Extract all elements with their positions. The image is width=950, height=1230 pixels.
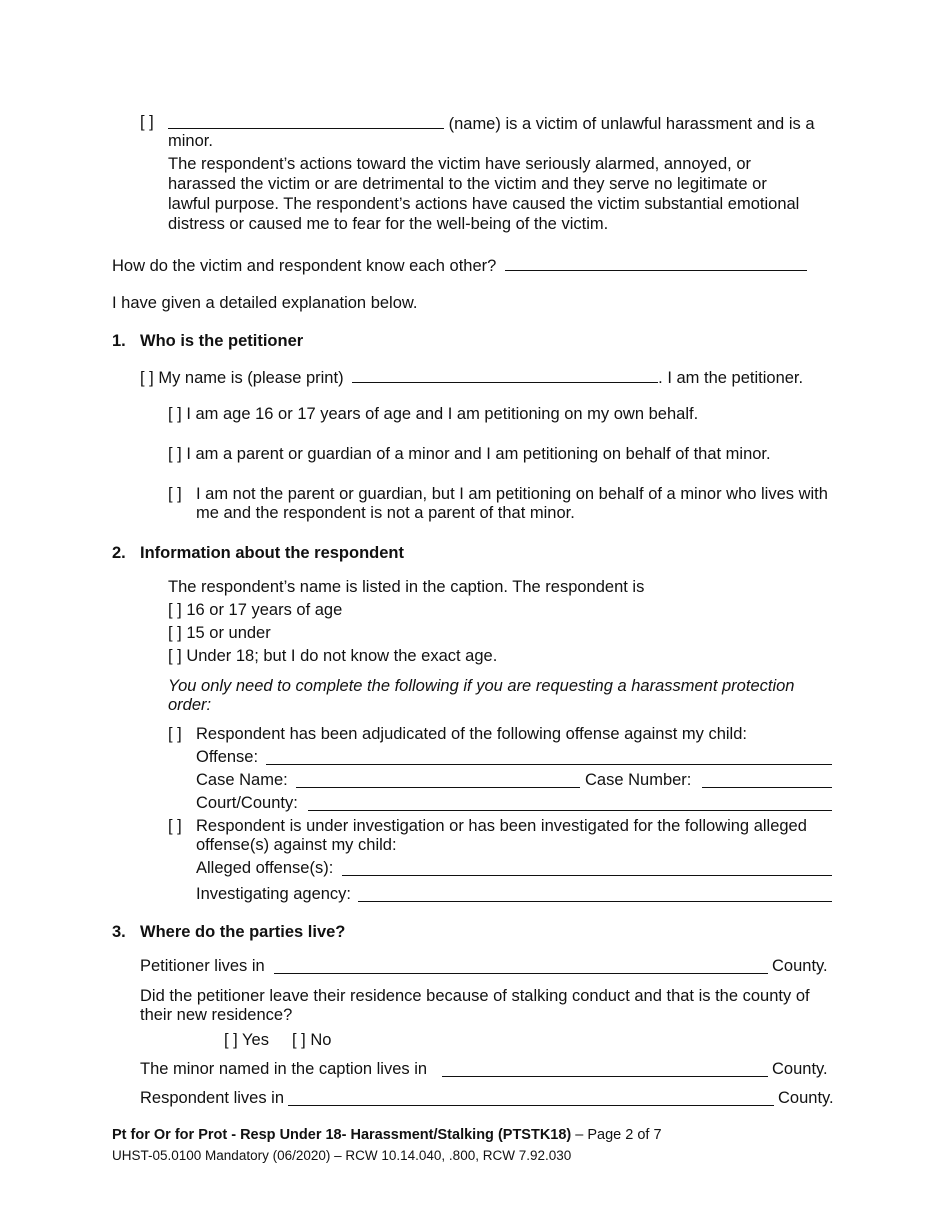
- investigating-agency-field[interactable]: [358, 901, 832, 902]
- respondent-lives-label: Respondent lives in: [140, 1089, 285, 1107]
- minor-county-suffix: County.: [772, 1060, 828, 1078]
- respondent-county-suffix: County.: [778, 1089, 834, 1107]
- offense-label: Offense:: [196, 748, 259, 766]
- footer-form-code: UHST-05.0100 Mandatory (06/2020) – RCW 10.14.040, .800, RCW 7.92.030: [112, 1148, 572, 1163]
- case-name-label: Case Name:: [196, 771, 288, 789]
- alleged-offense-field[interactable]: [342, 875, 832, 876]
- petitioner-lives-label: Petitioner lives in: [140, 957, 265, 975]
- victim-desc-3: lawful purpose. The respondent’s actions have caused the victim substantial emotional: [168, 195, 800, 213]
- investigation-text-2: offense(s) against my child:: [196, 836, 397, 854]
- respondent-intro: The respondent’s name is listed in the caption. The respondent is: [168, 578, 645, 596]
- victim-checkbox[interactable]: [ ]: [140, 113, 154, 131]
- stalking-question-2: their new residence?: [140, 1006, 293, 1024]
- victim-text-2: minor.: [168, 132, 213, 150]
- respondent-county-field[interactable]: [288, 1105, 774, 1106]
- victim-text-1: (name) is a victim of unlawful harassment and is a: [448, 115, 815, 133]
- petitioner-name-line: [140, 366, 803, 388]
- respondent-age-1[interactable]: [ ] 16 or 17 years of age: [168, 601, 343, 619]
- footer-form-title: Pt for Or for Prot - Resp Under 18- Harassment/Stalking (PTSTK18): [112, 1127, 572, 1143]
- petitioner-option-3-text-2: me and the respondent is not a parent of that minor.: [196, 504, 575, 522]
- petitioner-county-suffix: County.: [772, 957, 828, 975]
- footer-title-line: [112, 1126, 662, 1144]
- court-county-label: Court/County:: [196, 794, 298, 812]
- petitioner-option-3-checkbox[interactable]: [ ]: [168, 485, 182, 503]
- relationship-line: [112, 254, 807, 276]
- section1-heading: Who is the petitioner: [140, 332, 304, 350]
- case-name-field[interactable]: [296, 787, 580, 788]
- victim-desc-2: harassed the victim or are detrimental to the victim and they serve no legitimate or: [168, 175, 767, 193]
- protection-note-2: order:: [168, 696, 212, 714]
- victim-desc-1: The respondent’s actions toward the victim have seriously alarmed, annoyed, or: [168, 155, 752, 173]
- petitioner-option-3-text-1: I am not the parent or guardian, but I am petitioning on behalf of a minor who lives with: [196, 485, 828, 503]
- section2-heading: Information about the respondent: [140, 544, 404, 562]
- petitioner-option-2[interactable]: [ ] I am a parent or guardian of a minor and I am petitioning on behalf of that minor.: [168, 445, 771, 463]
- investigation-checkbox[interactable]: [ ]: [168, 817, 182, 835]
- alleged-offense-label: Alleged offense(s):: [196, 859, 334, 877]
- explanation-text: I have given a detailed explanation below.: [112, 294, 418, 312]
- section3-number: 3.: [112, 923, 126, 941]
- petitioner-name-label: [ ] My name is (please print): [140, 369, 344, 387]
- section1-number: 1.: [112, 332, 126, 350]
- offense-field[interactable]: [266, 764, 832, 765]
- petitioner-option-1[interactable]: [ ] I am age 16 or 17 years of age and I am petitioning on my own behalf.: [168, 405, 699, 423]
- section2-number: 2.: [112, 544, 126, 562]
- section3-heading: Where do the parties live?: [140, 923, 346, 941]
- investigation-text-1: Respondent is under investigation or has been investigated for the following alleged: [196, 817, 807, 835]
- footer-page-number: – Page 2 of 7: [571, 1127, 662, 1143]
- petitioner-county-field[interactable]: [274, 973, 768, 974]
- relationship-blank[interactable]: [505, 254, 807, 271]
- case-number-label: Case Number:: [585, 771, 692, 789]
- adjudicated-text: Respondent has been adjudicated of the following offense against my child:: [196, 725, 747, 743]
- victim-desc-4: distress or caused me to fear for the well-being of the victim.: [168, 215, 609, 233]
- minor-lives-label: The minor named in the caption lives in: [140, 1060, 428, 1078]
- respondent-age-2[interactable]: [ ] 15 or under: [168, 624, 271, 642]
- victim-name-line: [168, 112, 815, 134]
- petitioner-name-blank[interactable]: [352, 366, 658, 383]
- victim-name-blank[interactable]: [168, 112, 444, 129]
- relationship-question: How do the victim and respondent know each other?: [112, 257, 497, 275]
- stalking-no-option[interactable]: [ ] No: [292, 1031, 332, 1049]
- protection-note-1: You only need to complete the following if you are requesting a harassment protection: [168, 677, 795, 695]
- minor-county-field[interactable]: [442, 1076, 768, 1077]
- case-number-field[interactable]: [702, 787, 832, 788]
- court-county-field[interactable]: [308, 810, 832, 811]
- petitioner-name-suffix: . I am the petitioner.: [658, 369, 804, 387]
- stalking-yes-option[interactable]: [ ] Yes: [224, 1031, 269, 1049]
- investigating-agency-label: Investigating agency:: [196, 885, 352, 903]
- adjudicated-checkbox[interactable]: [ ]: [168, 725, 182, 743]
- respondent-age-3[interactable]: [ ] Under 18; but I do not know the exact age.: [168, 647, 498, 665]
- stalking-question-1: Did the petitioner leave their residence because of stalking conduct and that is the county of: [140, 987, 810, 1005]
